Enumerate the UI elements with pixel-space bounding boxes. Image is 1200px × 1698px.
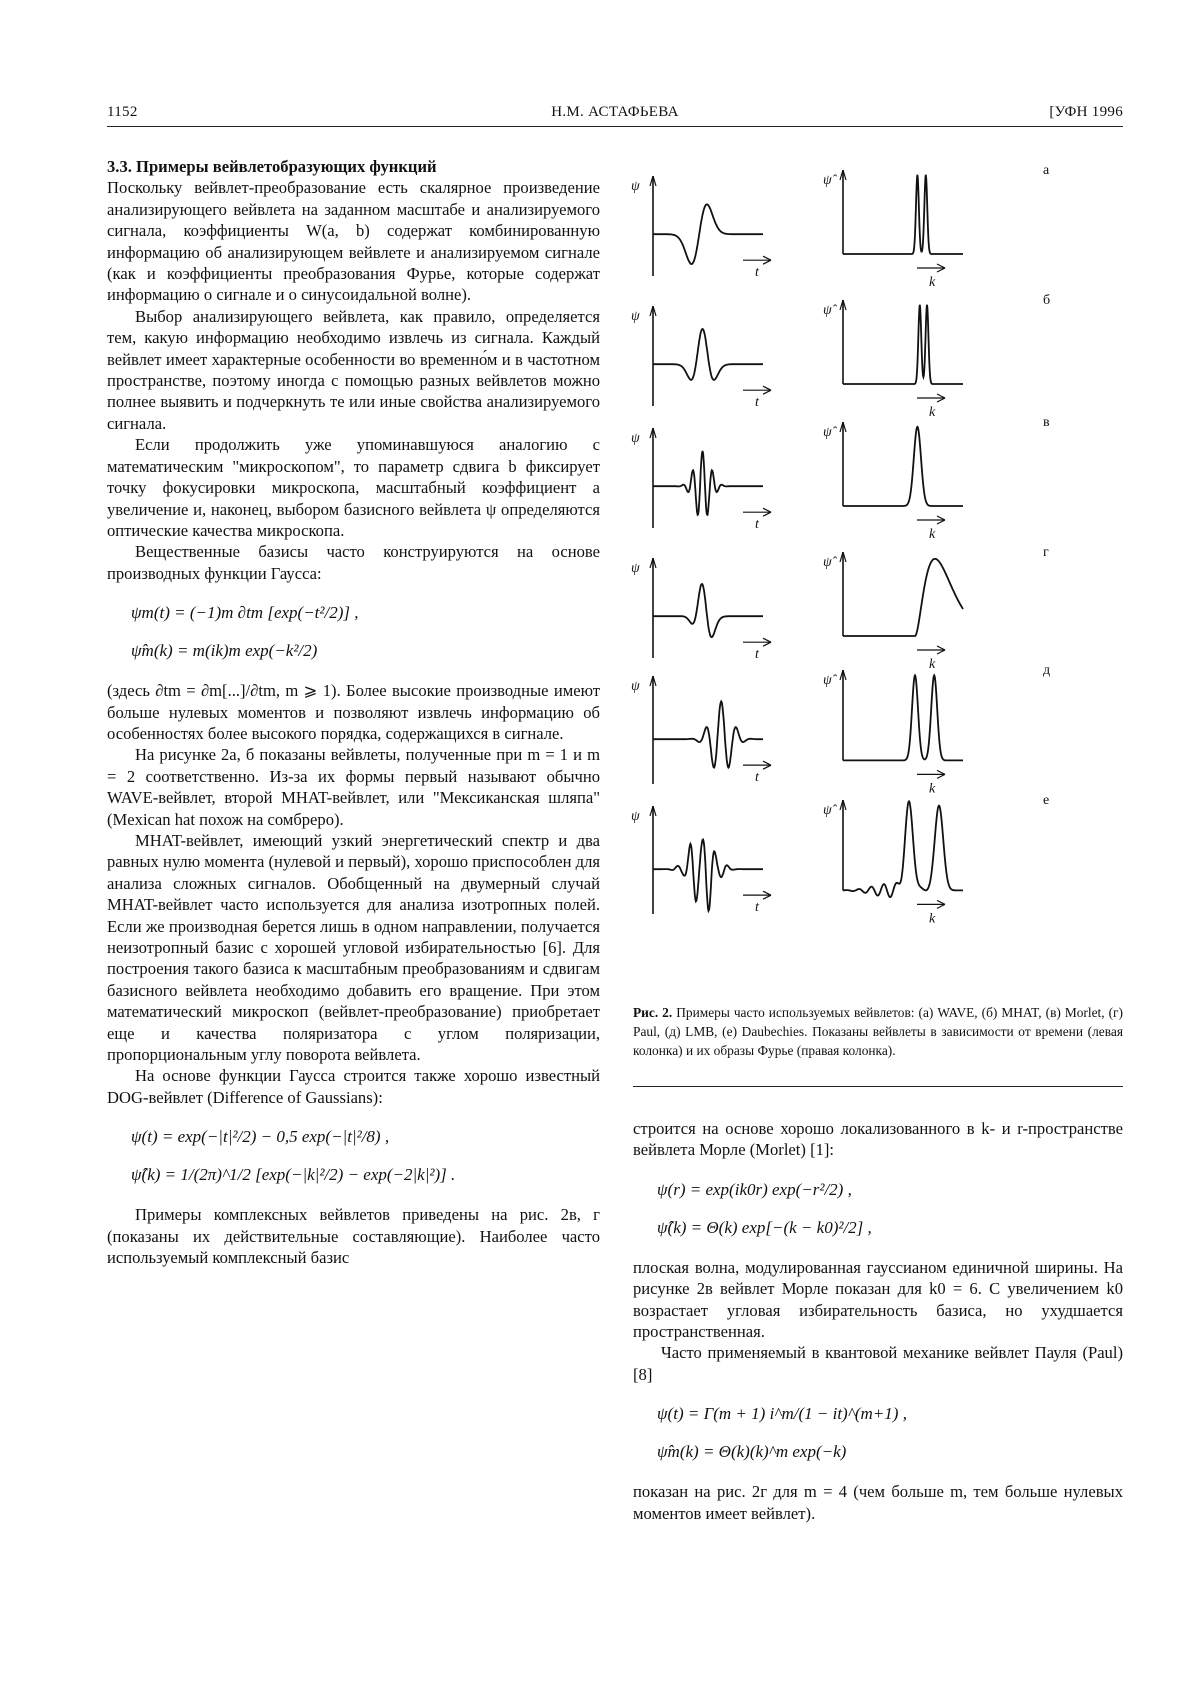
panel-label: б bbox=[1043, 293, 1051, 308]
axis-label-psi: ψ bbox=[631, 179, 640, 194]
paragraph: На рисунке 2а, б показаны вейвлеты, полученные при m = 1 и m = 2 соответственно. Из-за их формы первый называют обычно WAVE-вейвлет, второй MHAT-вейвлет, или "Мексиканская шляпа" (Mexican hat похож на сомбреро). bbox=[107, 745, 600, 829]
t-arrow bbox=[763, 260, 771, 264]
wavelet-curve bbox=[653, 329, 763, 380]
equation-block bbox=[131, 1118, 600, 1194]
spectrum-curve bbox=[843, 175, 963, 254]
paragraph: Поскольку вейвлет-преобразование есть скалярное произведение анализирующего вейвлета на заданном масштабе и анализируемого сигнала, коэффициенты W(a, b) содержат комбинированную информацию об анализирующем вейвлете и анализируемом сигнале (как и коэффициенты преобразования Фурье, которые содержат информацию о сигнале и о синусоидальной волне). bbox=[107, 178, 600, 305]
equation: ψ̂(k) = Θ(k) exp[−(k − k0)²/2] , bbox=[657, 1217, 872, 1237]
equation-block bbox=[131, 594, 600, 670]
axis-label-k: k bbox=[929, 911, 936, 927]
axis-label-psihat: ψ̂ bbox=[823, 555, 832, 570]
axis-label-psi: ψ bbox=[631, 309, 640, 324]
wavelet-curve bbox=[653, 451, 763, 515]
wavelet-curve bbox=[653, 840, 763, 911]
journal-name: [УФН 1996 bbox=[1049, 104, 1123, 120]
paragraph: MHAT-вейвлет, имеющий узкий энергетический спектр и два равных нулю момента (нулевой и первый), хорошо приспособлен для анализа сложных сигналов. Обобщенный на двумерный случай MHAT-вейвлет часто используется для анализа изотропных полей. Если же производная берется лишь в одном направлении, получается неизотропный базис с хорошей угловой избирательностью [6]. Для построения такого базиса к масштабным преобразованиям и сдвигам базисного вейвлета необходимо добавить его вращение. При этом математический микроскоп (вейвлет-преобразование) приобретает еще и качества поляризатора с углом поляризации, пропорциональным углу поворота вейвлета. bbox=[107, 830, 600, 1065]
k-arrow bbox=[937, 264, 945, 268]
paragraph: Вещественные базисы часто конструируются на основе производных функции Гаусса: bbox=[107, 542, 600, 583]
section-title: 3.3. Примеры вейвлетобразующих функций bbox=[107, 157, 437, 176]
header-rule bbox=[107, 126, 1123, 127]
equation: ψ(t) = exp(−|t|²/2) − 0,5 exp(−|t|²/8) , bbox=[131, 1127, 390, 1147]
equation: ψ̂m(k) = m(ik)m exp(−k²/2) bbox=[131, 641, 318, 661]
paragraph: строится на основе хорошо локализованного в k- и r-пространстве вейвлета Морле (Morlet) [1]: bbox=[633, 1119, 1123, 1160]
wavelet-plots bbox=[633, 156, 1123, 1006]
equation: ψm(t) = (−1)m ∂tm [exp(−t²/2)] , bbox=[131, 603, 359, 623]
axis-label-t: t bbox=[755, 770, 759, 786]
paragraph: Примеры комплексных вейвлетов приведены на рис. 2в, г (показаны их действительные составляющие). Наиболее часто используемый комплексный базис bbox=[107, 1205, 600, 1268]
axis-label-psi: ψ bbox=[631, 431, 640, 446]
equation: ψ̂(k) = 1/(2π)^1/2 [exp(−|k|²/2) − exp(−2|k|²)] . bbox=[131, 1165, 456, 1185]
panel-label: г bbox=[1043, 545, 1049, 560]
right-column bbox=[633, 1118, 1123, 1524]
spectrum-curve bbox=[843, 801, 963, 897]
spectrum-curve bbox=[843, 427, 963, 506]
axis-label-t: t bbox=[755, 647, 759, 663]
axis-label-psihat: ψ̂ bbox=[823, 803, 832, 818]
k-arrow bbox=[937, 398, 945, 402]
equation: ψ(r) = exp(ik0r) exp(−r²/2) , bbox=[657, 1179, 852, 1199]
axis-label-psi: ψ bbox=[631, 561, 640, 576]
axis-label-t: t bbox=[755, 265, 759, 281]
panel-label: в bbox=[1043, 415, 1050, 430]
axis-label-k: k bbox=[929, 405, 936, 420]
axis-label-k: k bbox=[929, 527, 936, 542]
axis-label-k: k bbox=[929, 781, 936, 797]
paragraph: Если продолжить уже упоминавшуюся аналогию с математическим "микроскопом", то параметр сдвига b фиксирует точку фокусировки микроскопа, масштабный коэффициент a увеличение и, наконец, выбором базисного вейвлета ψ определяются оптические качества микроскопа. bbox=[107, 435, 600, 540]
wavelet-curve bbox=[653, 584, 763, 637]
paragraph: показан на рис. 2г для m = 4 (чем больше m, тем больше нулевых моментов имеет вейвлет). bbox=[633, 1482, 1123, 1523]
spectrum-curve bbox=[843, 675, 963, 760]
spectrum-curve bbox=[843, 305, 963, 384]
paragraph: Часто применяемый в квантовой механике вейвлет Пауля (Paul) [8] bbox=[633, 1343, 1123, 1384]
axis-label-psi: ψ bbox=[631, 679, 640, 694]
axis-label-t: t bbox=[755, 395, 759, 411]
figure-2 bbox=[633, 156, 1123, 1006]
left-column bbox=[107, 156, 600, 1268]
axis-label-psihat: ψ̂ bbox=[823, 173, 832, 188]
panel-label: е bbox=[1043, 793, 1050, 808]
axis-label-k: k bbox=[929, 657, 936, 672]
panel-label: д bbox=[1043, 663, 1051, 678]
page-header bbox=[107, 104, 1123, 128]
t-arrow bbox=[763, 390, 771, 394]
axis-label-psihat: ψ̂ bbox=[823, 425, 832, 440]
axis-label-psihat: ψ̂ bbox=[823, 673, 832, 688]
caption-rule bbox=[633, 1086, 1123, 1087]
caption-text: Примеры часто используемых вейвлетов: (а) WAVE, (б) MHAT, (в) Morlet, (г) Paul, (д) LMB, (е) Daubechies. Показаны вейвлеты в зависимости от времени (левая колонка) и их образы Фурье (правая колонка). bbox=[633, 1005, 1124, 1058]
axis-label-psihat: ψ̂ bbox=[823, 303, 832, 318]
wavelet-curve bbox=[653, 204, 763, 264]
axis-label-t: t bbox=[755, 517, 759, 533]
equation-block bbox=[657, 1171, 1123, 1247]
panel-label: а bbox=[1043, 163, 1050, 178]
figure-caption bbox=[633, 1003, 1123, 1060]
caption-label: Рис. 2. bbox=[633, 1005, 673, 1020]
axis-label-t: t bbox=[755, 900, 759, 916]
paragraph: Выбор анализирующего вейвлета, как правило, определяется тем, какую информацию необходимо извлечь из сигнала. Каждый вейвлет имеет характерные особенности во временно́м и в частотном пространстве, поэтому иногда с помощью разных вейвлетов можно полнее выявить и подчеркнуть те или иные свойства анализируемого сигнала. bbox=[107, 306, 600, 433]
k-arrow bbox=[937, 268, 945, 272]
paragraph: плоская волна, модулированная гауссианом единичной ширины. На рисунке 2в вейвлет Морле показан для k0 = 6. С увеличением k0 возрастает угловая избирательность базиса, но ухудшается пространственная. bbox=[633, 1257, 1123, 1342]
axis-label-psi: ψ bbox=[631, 809, 640, 824]
running-author: Н.М. АСТАФЬЕВА bbox=[551, 104, 679, 120]
equation: ψ(t) = Γ(m + 1) i^m/(1 − it)^(m+1) , bbox=[657, 1404, 907, 1424]
paragraph: (здесь ∂tm = ∂m[...]/∂tm, m ⩾ 1). Более высокие производные имеют больше нулевых моментов и позволяют извлечь информацию об особенностях более высокого порядка, содержащихся в сигнале. bbox=[107, 681, 600, 743]
axis-label-k: k bbox=[929, 275, 936, 290]
page-number: 1152 bbox=[107, 104, 138, 120]
equation: ψ̂m(k) = Θ(k)(k)^m exp(−k) bbox=[657, 1442, 847, 1462]
wavelet-curve bbox=[653, 701, 763, 767]
paragraph: На основе функции Гаусса строится также хорошо известный DOG-вейвлет (Difference of Gaussians): bbox=[107, 1066, 600, 1107]
spectrum-curve bbox=[843, 559, 963, 636]
equation-block bbox=[657, 1395, 1123, 1471]
